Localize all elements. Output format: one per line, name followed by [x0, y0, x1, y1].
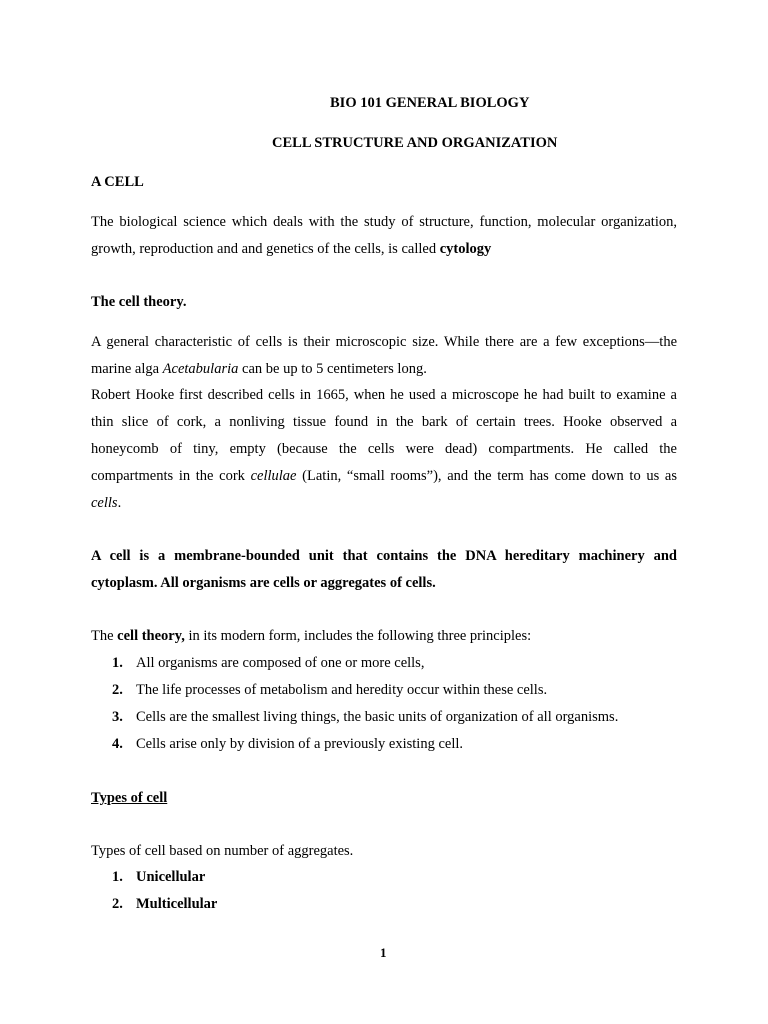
list-number: 1. [112, 655, 123, 671]
list-number: 2. [112, 896, 123, 912]
term-cellulae: cellulae [250, 468, 297, 484]
section-heading-a-cell: A CELL [91, 174, 144, 190]
list-item: Cells are the smallest living things, the basic units of organization of all organisms. [136, 709, 619, 725]
list-item: The life processes of metabolism and heredity occur within these cells. [136, 682, 548, 698]
list-item: Multicellular [136, 896, 218, 912]
list-item: Cells arise only by division of a previously existing cell. [136, 736, 464, 752]
paragraph-line [91, 240, 491, 258]
term-cytology: cytology [439, 241, 492, 257]
chapter-title: CELL STRUCTURE AND ORGANIZATION [272, 135, 558, 151]
text-run: . [117, 495, 122, 511]
paragraph-line [91, 494, 121, 512]
types-intro: Types of cell based on number of aggregates. [91, 843, 354, 859]
list-number: 4. [112, 736, 123, 752]
text-run: The [91, 628, 118, 644]
text-run: can be up to 5 centimeters long. [238, 361, 427, 377]
list-number: 2. [112, 682, 123, 698]
paragraph-line [91, 467, 677, 485]
term-cell-theory: cell theory, [117, 628, 185, 644]
term-acetabularia: Acetabularia [162, 361, 239, 377]
text-run: (Latin, “small rooms”), and the term has come down to us as [296, 468, 678, 484]
list-item: Unicellular [136, 869, 206, 885]
text-run: marine alga [91, 361, 163, 377]
section-heading-cell-theory: The cell theory. [91, 294, 187, 310]
course-title: BIO 101 GENERAL BIOLOGY [330, 95, 530, 111]
list-item: All organisms are composed of one or more cells, [136, 655, 425, 671]
definition-line: A cell is a membrane-bounded unit that contains the DNA hereditary machinery and [91, 548, 677, 564]
paragraph-line: The biological science which deals with the study of structure, function, molecular organization, [91, 214, 677, 230]
paragraph-line [91, 360, 427, 378]
principles-intro [91, 627, 531, 645]
paragraph-line: Robert Hooke first described cells in 1665, when he used a microscope he had built to examine a [91, 387, 677, 403]
text-run: compartments in the cork [91, 468, 251, 484]
list-number: 1. [112, 869, 123, 885]
term-cells: cells [91, 495, 118, 511]
section-heading-types-of-cell: Types of cell [91, 790, 168, 806]
paragraph-line: honeycomb of tiny, empty (because the cells were dead) compartments. He called the [91, 441, 677, 457]
paragraph-line: A general characteristic of cells is their microscopic size. While there are a few exceptions—the [91, 334, 677, 350]
page-number: 1 [380, 945, 387, 960]
paragraph-line: thin slice of cork, a nonliving tissue found in the bark of certain trees. Hooke observed a [91, 414, 677, 430]
text-run: in its modern form, includes the following three principles: [184, 628, 532, 644]
definition-line: cytoplasm. All organisms are cells or aggregates of cells. [91, 575, 436, 591]
list-number: 3. [112, 709, 123, 725]
text-run: growth, reproduction and and genetics of the cells, is called [91, 241, 440, 257]
